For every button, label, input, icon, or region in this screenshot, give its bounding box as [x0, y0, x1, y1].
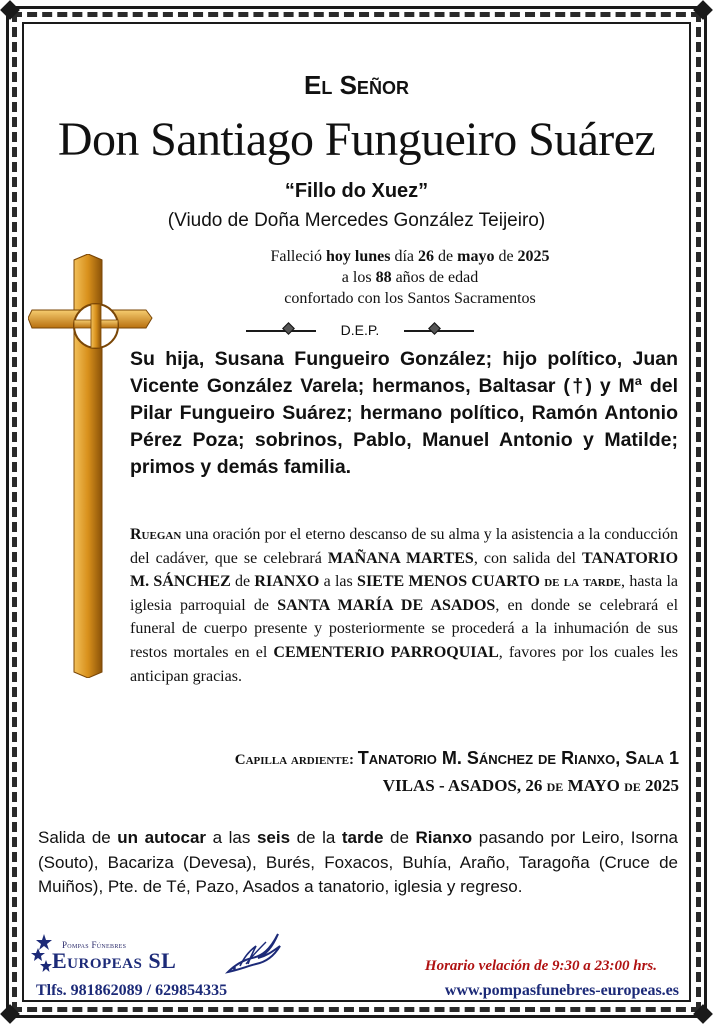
divider-left — [246, 330, 316, 332]
rip-label: D.E.P. — [340, 322, 380, 338]
logo-stars-icon — [30, 932, 54, 976]
chapel-info: Capilla ardiente: Tanatorio M. Sánchez de Rianxo, Sala 1 — [234, 748, 679, 768]
viewing-hours: Horario velación de 9:30 a 23:00 hrs. — [424, 958, 657, 974]
bus-info: Salida de un autocar a las seis de la tarde de Rianxo pasando por Leiro, Isorna (Souto), Bacariza (Devesa), Burés, Foxacos, Buhía, Araño, Taragoña (Cruce de Muiños), Pte. de Té, Pazo, Asados a tanatorio, iglesia y regreso. — [38, 828, 679, 896]
death-line-1: Falleció hoy lunes día 26 de mayo de 2025 — [270, 248, 550, 265]
family-list: Su hija, Susana Fungueiro González; hijo político, Juan Vicente González Varela; hermanos, Baltasar (†) y Mª del Pilar Fungueiro Suárez; hermano político, Ramón Antonio Pérez Poza; sobrinos, Pablo, Manuel Antonio y Matilde; primos y demás familia. — [130, 348, 678, 478]
nickname: “Fillo do Xuez” — [284, 180, 429, 202]
logo-tagline: Pompas Fúnebres — [62, 940, 127, 950]
place-date: VILAS - ASADOS, 26 de MAYO de 2025 — [382, 776, 679, 795]
logo-name: Europeas SL — [52, 948, 177, 973]
deceased-name: Don Santiago Fungueiro Suárez — [57, 113, 656, 166]
sacraments-line: confortado con los Santos Sacramentos — [284, 290, 536, 307]
title-prefix: El Señor — [304, 70, 409, 100]
death-info — [150, 246, 670, 309]
age-line: a los 88 años de edad — [341, 269, 479, 286]
widow-of: (Viudo de Doña Mercedes González Teijeiro) — [167, 210, 546, 231]
website-link[interactable]: www.pompasfunebres-europeas.es — [444, 982, 679, 999]
prayer-paragraph: Ruegan una oración por el eterno descanso de su alma y la asistencia a la conducción del cadáver, que se celebrará MAÑANA MARTES, con salida del TANATORIO M. SÁNCHEZ de RIANXO a las SIETE MENOS CUARTO de la tarde, hasta la iglesia parroquial de SANTA MARÍA DE ASADOS, en donde se celebrará el funeral de cuerpo presente y posteriormente se procederá a la inhumación de sus restos mortales en el CEMENTERIO PARROQUIAL, favores por los cuales les anticipan gracias. — [130, 526, 679, 685]
phone-numbers: Tlfs. 981862089 / 629854335 — [36, 982, 228, 999]
dove-icon — [222, 928, 284, 978]
